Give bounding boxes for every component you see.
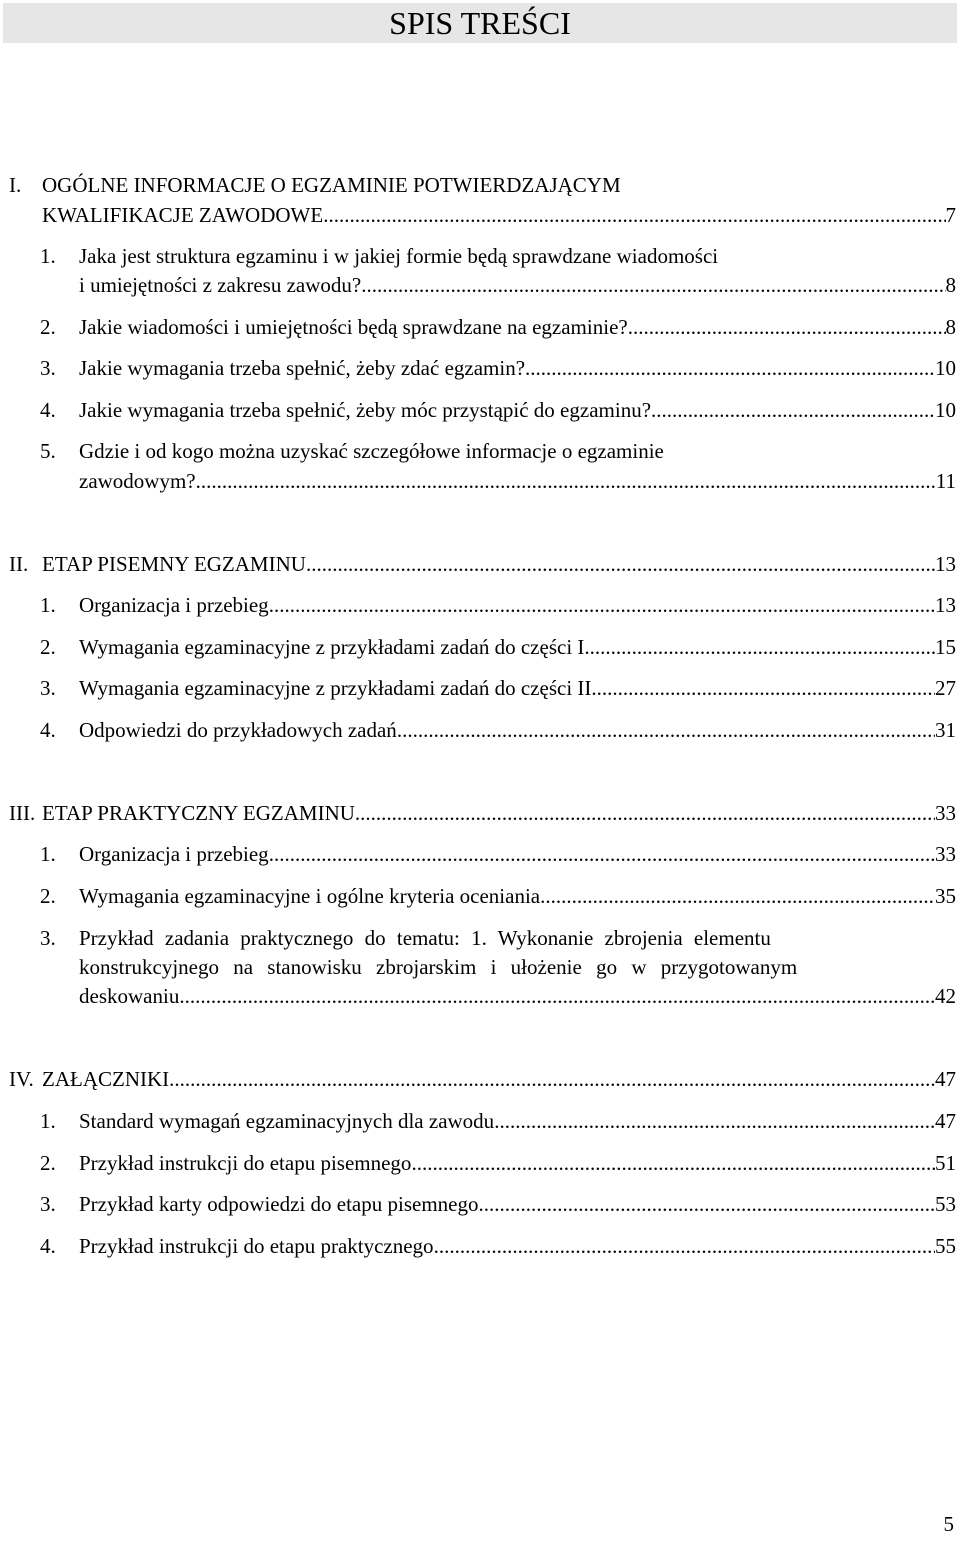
page-number: 53: [935, 1192, 956, 1216]
item-title: Odpowiedzi do przykładowych zadań: [79, 718, 397, 742]
dot-leader: [269, 591, 935, 620]
toc-leader: [42, 799, 956, 828]
section-number: IV.: [9, 1067, 34, 1091]
toc-leader: [79, 1190, 956, 1219]
page-number: 33: [935, 801, 956, 825]
item-title: Jakie wymagania trzeba spełnić, żeby zdać egzamin?: [79, 356, 526, 380]
toc-leader: [79, 982, 956, 1011]
page-number: 8: [945, 273, 956, 297]
item-title: Jakie wiadomości i umiejętności będą sprawdzane na egzaminie?: [79, 315, 628, 339]
toc-item[interactable]: [0, 924, 960, 953]
dot-leader: [196, 467, 936, 496]
item-number: 3.: [40, 356, 56, 380]
toc-leader: [79, 271, 956, 300]
page-number: 10: [935, 356, 956, 380]
item-number: 2.: [40, 635, 56, 659]
dot-leader: [434, 1232, 935, 1261]
page-number: 15: [935, 635, 956, 659]
item-number: 3.: [40, 676, 56, 700]
section-title: ZAŁĄCZNIKI: [42, 1067, 170, 1091]
item-title-line1: Jaka jest struktura egzaminu i w jakiej formie będą sprawdzane wiadomości: [79, 244, 719, 268]
toc-section-1-heading-cont[interactable]: [0, 201, 960, 230]
dot-leader: [323, 201, 945, 230]
toc-section-4-heading[interactable]: [0, 1065, 960, 1094]
page-number: 13: [935, 552, 956, 576]
item-number: 4.: [40, 1234, 56, 1258]
item-number: 5.: [40, 439, 56, 463]
section-title-line2: KWALIFIKACJE ZAWODOWE: [42, 203, 324, 227]
item-title-line2: zawodowym?: [79, 469, 196, 493]
dot-leader: [306, 550, 935, 579]
item-title-line3: deskowaniu.: [79, 984, 185, 1008]
section-number: I.: [9, 173, 22, 197]
toc-item-cont[interactable]: [0, 953, 960, 982]
dot-leader: [169, 1065, 935, 1094]
toc-item[interactable]: [0, 354, 960, 383]
page-title: SPIS TREŚCI: [389, 5, 571, 41]
toc-leader: [79, 716, 956, 745]
page-number: 33: [935, 842, 956, 866]
item-number: 4.: [40, 398, 56, 422]
toc-item[interactable]: [0, 633, 960, 662]
dot-leader: [540, 882, 935, 911]
page-number: 51: [935, 1151, 956, 1175]
item-title-line2: konstrukcyjnego na stanowisku zbrojarskim i ułożenie go w przygotowanym: [79, 955, 798, 979]
toc-leader: [79, 882, 956, 911]
page-number: 11: [935, 469, 956, 493]
page-number: 7: [945, 203, 956, 227]
toc-leader: [79, 591, 956, 620]
dot-leader: [397, 716, 935, 745]
toc-item[interactable]: [0, 396, 960, 425]
toc-leader: [79, 313, 956, 342]
toc-item[interactable]: [0, 1190, 960, 1219]
toc-leader: [79, 1149, 956, 1178]
dot-leader: [525, 354, 935, 383]
item-title: Przykład karty odpowiedzi do etapu pisemnego: [79, 1192, 479, 1216]
section-number: II.: [9, 552, 29, 576]
section-title-line1: OGÓLNE INFORMACJE O EGZAMINIE POTWIERDZAJĄCYM: [42, 173, 621, 197]
toc-leader: [79, 396, 956, 425]
dot-leader: [591, 674, 935, 703]
dot-leader: [361, 271, 945, 300]
item-number: 1.: [40, 244, 56, 268]
toc-item[interactable]: [0, 1232, 960, 1261]
toc-leader: [42, 550, 956, 579]
dot-leader: [584, 633, 935, 662]
toc-item[interactable]: [0, 882, 960, 911]
item-title: Standard wymagań egzaminacyjnych dla zawodu: [79, 1109, 495, 1133]
page-number: 27: [935, 676, 956, 700]
section-number: III.: [9, 801, 36, 825]
page-number: 47: [935, 1067, 956, 1091]
item-number: 1.: [40, 1109, 56, 1133]
item-number: 2.: [40, 1151, 56, 1175]
toc-item-cont[interactable]: [0, 982, 960, 1011]
item-title-line1: Przykład zadania praktycznego do tematu: 1. Wykonanie zbrojenia elementu: [79, 926, 771, 950]
item-title: Wymagania egzaminacyjne i ogólne kryteria oceniania: [79, 884, 541, 908]
page-number: 10: [935, 398, 956, 422]
footer-page-number: 5: [943, 1512, 954, 1536]
dot-leader: [651, 396, 935, 425]
toc-leader: [79, 1232, 956, 1261]
toc-item[interactable]: [0, 437, 960, 466]
toc-item-cont[interactable]: [0, 271, 960, 300]
dot-leader: [478, 1190, 935, 1219]
item-title: Jakie wymagania trzeba spełnić, żeby móc przystąpić do egzaminu?: [79, 398, 652, 422]
item-title: Wymagania egzaminacyjne z przykładami zadań do części II: [79, 676, 592, 700]
item-title-line2: i umiejętności z zakresu zawodu?: [79, 273, 362, 297]
toc-item[interactable]: [0, 313, 960, 342]
toc-leader: [79, 840, 956, 869]
toc-item[interactable]: [0, 1107, 960, 1136]
page-number: 8: [945, 315, 956, 339]
item-number: 3.: [40, 926, 56, 950]
toc-section-1-heading[interactable]: [0, 171, 960, 200]
page-number: 42: [935, 984, 956, 1008]
item-number: 2.: [40, 315, 56, 339]
title-bar: [3, 3, 957, 43]
toc-leader: [79, 633, 956, 662]
page-number: 13: [935, 593, 956, 617]
toc-item[interactable]: [0, 716, 960, 745]
item-title: Wymagania egzaminacyjne z przykładami zadań do części I: [79, 635, 585, 659]
toc-leader: [42, 1065, 956, 1094]
item-number: 2.: [40, 884, 56, 908]
page-number: 47: [935, 1109, 956, 1133]
dot-leader: [494, 1107, 935, 1136]
section-title: ETAP PRAKTYCZNY EGZAMINU: [42, 801, 355, 825]
dot-leader: [185, 982, 935, 1011]
item-title-line1: Gdzie i od kogo można uzyskać szczegółowe informacje o egzaminie: [79, 439, 664, 463]
item-number: 1.: [40, 842, 56, 866]
item-title: Przykład instrukcji do etapu praktycznego: [79, 1234, 434, 1258]
toc-leader: [42, 201, 956, 230]
toc-item[interactable]: [0, 1149, 960, 1178]
page-number: 31: [935, 718, 956, 742]
dot-leader: [269, 840, 935, 869]
dot-leader: [355, 799, 935, 828]
page-number: 55: [935, 1234, 956, 1258]
toc-leader: [79, 1107, 956, 1136]
page-number: 35: [935, 884, 956, 908]
item-number: 4.: [40, 718, 56, 742]
section-title: ETAP PISEMNY EGZAMINU: [42, 552, 306, 576]
toc-section-2-heading[interactable]: [0, 550, 960, 579]
toc-section-3-heading[interactable]: [0, 799, 960, 828]
dot-leader: [628, 313, 946, 342]
toc-item[interactable]: [0, 591, 960, 620]
toc-item[interactable]: [0, 840, 960, 869]
item-title: Przykład instrukcji do etapu pisemnego: [79, 1151, 412, 1175]
item-number: 3.: [40, 1192, 56, 1216]
dot-leader: [411, 1149, 935, 1178]
toc-leader: [79, 674, 956, 703]
toc-leader: [79, 354, 956, 383]
toc-item[interactable]: [0, 674, 960, 703]
toc-item[interactable]: [0, 242, 960, 271]
toc-leader: [79, 467, 956, 496]
item-title: Organizacja i przebieg: [79, 593, 269, 617]
item-number: 1.: [40, 593, 56, 617]
toc-item-cont[interactable]: [0, 467, 960, 496]
item-title: Organizacja i przebieg: [79, 842, 269, 866]
